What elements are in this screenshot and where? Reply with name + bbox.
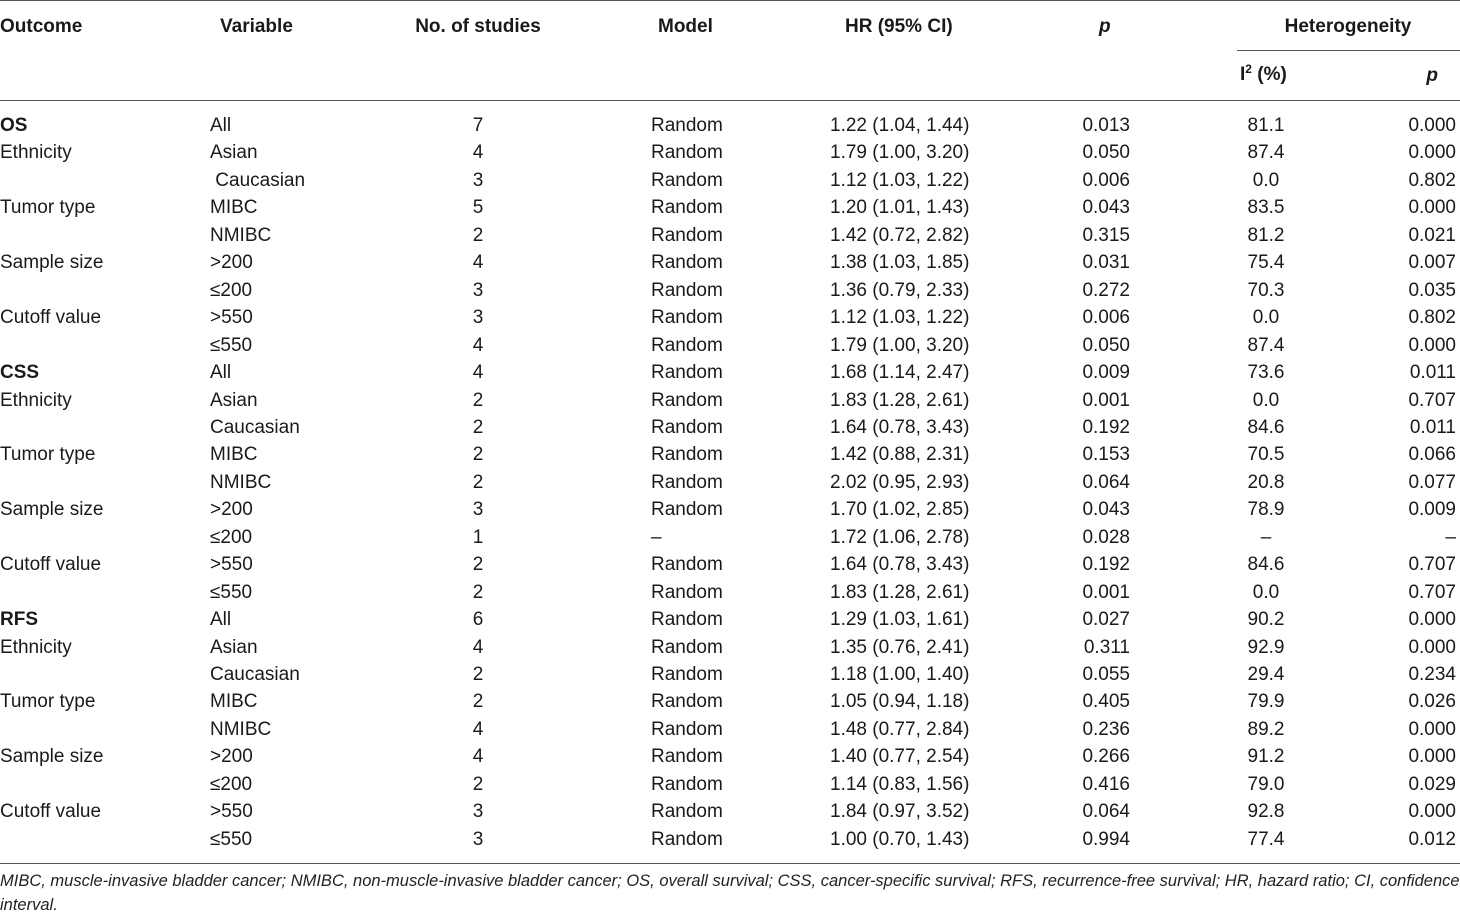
table-row (0, 332, 1460, 359)
row-hr: 1.84 (0.97, 3.52) (830, 801, 970, 823)
row-hr: 1.64 (0.78, 3.43) (830, 554, 970, 576)
row-variable: >200 (210, 746, 253, 768)
header-i2: $I^2$ (%) (1240, 62, 1287, 85)
table-row (0, 551, 1460, 578)
row-studies: 4 (472, 718, 484, 740)
footnote: MIBC, muscle-invasive bladder cancer; NMIBC, non-muscle-invasive bladder cancer; OS, overall survival; CSS, cancer-specific survival; RFS, recurrence-free survival; HR, hazard ratio; CI, confidence interval. (0, 872, 1460, 914)
table-row (0, 414, 1460, 441)
row-p: 0.001 (1082, 581, 1130, 603)
row-variable: Caucasian (210, 416, 300, 438)
row-model: Random (651, 389, 723, 411)
row-variable: Asian (210, 636, 258, 658)
row-studies: 1 (472, 526, 484, 548)
row-model: Random (651, 471, 723, 493)
row-p: 0.405 (1082, 691, 1130, 713)
table-row (0, 579, 1460, 606)
row-i2: 92.9 (1247, 636, 1285, 658)
row-i2: 70.3 (1247, 279, 1285, 301)
row-het-p: 0.021 (1408, 224, 1456, 246)
row-p: 0.001 (1082, 389, 1130, 411)
row-studies: 2 (472, 416, 484, 438)
row-variable: All (210, 609, 232, 631)
table-row (0, 661, 1460, 688)
row-model: Random (651, 169, 723, 191)
table-row (0, 798, 1460, 825)
row-model: Random (651, 801, 723, 823)
row-i2: 0.0 (1252, 389, 1280, 411)
row-i2: 79.9 (1247, 691, 1285, 713)
row-hr: 1.83 (1.28, 2.61) (830, 581, 970, 603)
row-studies: 3 (472, 307, 484, 329)
row-model: Random (651, 115, 723, 136)
row-p: 0.192 (1082, 416, 1130, 438)
row-variable: MIBC (210, 197, 258, 219)
row-hr: 1.83 (1.28, 2.61) (830, 389, 970, 411)
row-het-p: 0.035 (1408, 279, 1456, 301)
row-model: Random (651, 581, 723, 603)
row-het-p: 0.000 (1408, 609, 1456, 631)
row-p: 0.153 (1082, 444, 1130, 466)
row-het-p: 0.000 (1408, 718, 1456, 740)
row-p: 0.064 (1082, 471, 1130, 493)
row-hr: 1.38 (1.03, 1.85) (830, 252, 970, 274)
row-model: Random (651, 362, 723, 384)
row-variable: >200 (210, 499, 253, 521)
table-row (0, 359, 1460, 386)
row-outcome: CSS (0, 362, 40, 384)
row-hr: 1.29 (1.03, 1.61) (830, 609, 970, 631)
row-het-p: 0.000 (1408, 197, 1456, 219)
row-variable: ≤550 (210, 581, 253, 603)
row-i2: 0.0 (1252, 169, 1280, 191)
row-variable: NMIBC (210, 718, 272, 740)
row-model: Random (651, 252, 723, 274)
header-p: p (1099, 16, 1111, 37)
row-het-p: – (1445, 526, 1456, 548)
row-model: Random (651, 224, 723, 246)
table-top-rule (0, 0, 1460, 1)
row-hr: 1.79 (1.00, 3.20) (830, 334, 970, 356)
row-i2: 77.4 (1247, 828, 1285, 850)
row-variable: NMIBC (210, 471, 272, 493)
row-hr: 1.48 (0.77, 2.84) (830, 718, 970, 740)
row-model: Random (651, 416, 723, 438)
row-model: Random (651, 691, 723, 713)
row-outcome: OS (0, 115, 28, 136)
header-hr: HR (95% CI) (845, 16, 953, 37)
header-studies: No. of studies (415, 16, 541, 37)
row-het-p: 0.000 (1408, 142, 1456, 164)
row-hr: 1.12 (1.03, 1.22) (830, 169, 970, 191)
row-p: 0.050 (1082, 334, 1130, 356)
row-p: 0.236 (1082, 718, 1130, 740)
row-p: 0.192 (1082, 554, 1130, 576)
row-variable: Caucasian (210, 169, 306, 191)
header-variable: Variable (220, 16, 293, 37)
row-i2: 87.4 (1247, 142, 1285, 164)
table-row (0, 826, 1460, 853)
row-p: 0.006 (1082, 307, 1130, 329)
row-outcome: Sample size (0, 252, 104, 274)
row-model: Random (651, 664, 723, 685)
row-studies: 2 (472, 664, 484, 685)
table-row (0, 441, 1460, 468)
row-studies: 4 (472, 334, 484, 356)
table-row (0, 139, 1460, 166)
table-row (0, 634, 1460, 661)
row-studies: 2 (472, 691, 484, 713)
row-studies: 3 (472, 828, 484, 850)
row-hr: 1.70 (1.02, 2.85) (830, 499, 970, 521)
row-variable: NMIBC (210, 224, 272, 246)
table-row (0, 222, 1460, 249)
row-i2: 79.0 (1247, 773, 1285, 795)
row-variable: ≤550 (210, 334, 253, 356)
row-p: 0.009 (1082, 362, 1130, 384)
row-variable: ≤200 (210, 773, 253, 795)
row-hr: 1.42 (0.88, 2.31) (830, 444, 970, 466)
row-outcome: Tumor type (0, 197, 96, 219)
row-model: Random (651, 773, 723, 795)
row-variable: Asian (210, 389, 258, 411)
row-studies: 2 (472, 444, 484, 466)
table-bottom-rule (0, 863, 1460, 864)
heterogeneity-rule (1237, 50, 1460, 51)
header-het-p: p (1426, 65, 1438, 86)
row-studies: 2 (472, 581, 484, 603)
row-outcome: RFS (0, 609, 38, 631)
table-row (0, 249, 1460, 276)
row-model: Random (651, 609, 723, 631)
row-variable: MIBC (210, 691, 258, 713)
row-model: Random (651, 499, 723, 521)
row-i2: 90.2 (1247, 609, 1285, 631)
row-variable: Asian (210, 142, 258, 164)
row-studies: 2 (472, 554, 484, 576)
row-hr: 1.40 (0.77, 2.54) (830, 746, 970, 768)
row-het-p: 0.000 (1408, 334, 1456, 356)
row-studies: 3 (472, 499, 484, 521)
row-p: 0.272 (1082, 279, 1130, 301)
row-het-p: 0.000 (1408, 801, 1456, 823)
row-variable: >550 (210, 801, 253, 823)
row-model: – (651, 526, 662, 548)
table-row (0, 524, 1460, 551)
table-row (0, 716, 1460, 743)
row-studies: 2 (472, 224, 484, 246)
row-het-p: 0.011 (1409, 362, 1456, 384)
row-het-p: 0.000 (1408, 636, 1456, 658)
row-hr: 1.14 (0.83, 1.56) (830, 773, 970, 795)
table-row (0, 194, 1460, 221)
table-row (0, 112, 1460, 139)
row-studies: 6 (472, 609, 484, 631)
row-outcome: Tumor type (0, 691, 96, 713)
row-i2: 84.6 (1247, 416, 1285, 438)
table-row (0, 606, 1460, 633)
row-studies: 3 (472, 169, 484, 191)
row-hr: 1.36 (0.79, 2.33) (830, 279, 970, 301)
row-outcome: Sample size (0, 746, 104, 768)
row-het-p: 0.077 (1408, 471, 1456, 493)
row-i2: 29.4 (1247, 664, 1285, 685)
row-hr: 2.02 (0.95, 2.93) (830, 471, 970, 493)
table-row (0, 277, 1460, 304)
row-variable: MIBC (210, 444, 258, 466)
row-studies: 4 (472, 362, 484, 384)
row-p: 0.027 (1082, 609, 1130, 631)
table-row (0, 496, 1460, 523)
row-i2: – (1260, 526, 1272, 548)
row-het-p: 0.009 (1408, 499, 1456, 521)
row-het-p: 0.707 (1408, 581, 1456, 603)
table-row (0, 688, 1460, 715)
row-studies: 2 (472, 471, 484, 493)
row-het-p: 0.007 (1408, 252, 1456, 274)
row-het-p: 0.026 (1408, 691, 1456, 713)
row-model: Random (651, 828, 723, 850)
row-hr: 1.20 (1.01, 1.43) (830, 197, 970, 219)
table-row (0, 167, 1460, 194)
row-p: 0.043 (1082, 499, 1130, 521)
row-i2: 87.4 (1247, 334, 1285, 356)
row-variable: All (210, 362, 232, 384)
row-i2: 89.2 (1247, 718, 1285, 740)
table-row (0, 771, 1460, 798)
row-hr: 1.22 (1.04, 1.44) (830, 115, 970, 136)
row-model: Random (651, 746, 723, 768)
row-i2: 81.2 (1247, 224, 1285, 246)
row-outcome: Cutoff value (0, 307, 102, 329)
row-hr: 1.42 (0.72, 2.82) (830, 224, 970, 246)
row-p: 0.050 (1082, 142, 1130, 164)
row-model: Random (651, 142, 723, 164)
row-hr: 1.68 (1.14, 2.47) (830, 362, 970, 384)
row-model: Random (651, 197, 723, 219)
row-model: Random (651, 444, 723, 466)
row-hr: 1.79 (1.00, 3.20) (830, 142, 970, 164)
row-i2: 84.6 (1247, 554, 1285, 576)
row-model: Random (651, 334, 723, 356)
row-variable: Caucasian (210, 664, 300, 685)
row-outcome: Ethnicity (0, 636, 72, 658)
row-i2: 78.9 (1247, 499, 1285, 521)
row-studies: 2 (472, 389, 484, 411)
row-het-p: 0.707 (1408, 389, 1456, 411)
row-outcome: Ethnicity (0, 389, 72, 411)
table-row (0, 387, 1460, 414)
row-model: Random (651, 718, 723, 740)
row-het-p: 0.000 (1408, 746, 1456, 768)
row-hr: 1.64 (0.78, 3.43) (830, 416, 970, 438)
row-het-p: 0.707 (1408, 554, 1456, 576)
row-p: 0.006 (1082, 169, 1130, 191)
row-studies: 5 (472, 197, 484, 219)
row-variable: ≤550 (210, 828, 253, 850)
header-bottom-rule (0, 100, 1460, 101)
row-variable: ≤200 (210, 526, 253, 548)
row-hr: 1.12 (1.03, 1.22) (830, 307, 970, 329)
row-het-p: 0.066 (1408, 444, 1456, 466)
row-i2: 75.4 (1247, 252, 1285, 274)
row-i2: 81.1 (1247, 115, 1285, 136)
row-variable: ≤200 (210, 279, 253, 301)
row-outcome: Cutoff value (0, 554, 102, 576)
row-studies: 2 (472, 773, 484, 795)
row-hr: 1.00 (0.70, 1.43) (830, 828, 970, 850)
row-studies: 4 (472, 636, 484, 658)
row-p: 0.064 (1082, 801, 1130, 823)
header-model: Model (658, 16, 713, 37)
row-outcome: Sample size (0, 499, 104, 521)
row-studies: 3 (472, 279, 484, 301)
table-row (0, 304, 1460, 331)
row-p: 0.315 (1082, 224, 1130, 246)
row-hr: 1.05 (0.94, 1.18) (830, 691, 970, 713)
row-variable: All (210, 115, 232, 136)
table-row (0, 743, 1460, 770)
row-model: Random (651, 307, 723, 329)
row-het-p: 0.029 (1408, 773, 1456, 795)
row-p: 0.028 (1082, 526, 1130, 548)
row-het-p: 0.012 (1408, 828, 1456, 850)
row-p: 0.994 (1082, 828, 1130, 850)
row-het-p: 0.000 (1408, 115, 1456, 136)
row-hr: 1.72 (1.06, 2.78) (830, 526, 970, 548)
row-studies: 4 (472, 252, 484, 274)
row-hr: 1.35 (0.76, 2.41) (830, 636, 970, 658)
row-i2: 83.5 (1247, 197, 1285, 219)
row-i2: 20.8 (1247, 471, 1285, 493)
row-outcome: Cutoff value (0, 801, 102, 823)
table-row (0, 469, 1460, 496)
row-het-p: 0.234 (1408, 664, 1456, 685)
row-variable: >550 (210, 307, 253, 329)
header-outcome: Outcome (0, 16, 83, 37)
row-het-p: 0.802 (1408, 169, 1456, 191)
row-outcome: Ethnicity (0, 142, 72, 164)
row-variable: >550 (210, 554, 253, 576)
row-i2: 92.8 (1247, 801, 1285, 823)
row-i2: 73.6 (1247, 362, 1285, 384)
row-studies: 7 (472, 115, 484, 136)
row-p: 0.311 (1083, 636, 1130, 658)
header-heterogeneity: Heterogeneity (1284, 16, 1412, 37)
row-model: Random (651, 636, 723, 658)
row-studies: 4 (472, 142, 484, 164)
row-het-p: 0.011 (1409, 416, 1456, 438)
row-variable: >200 (210, 252, 253, 274)
row-p: 0.013 (1082, 115, 1130, 136)
row-p: 0.055 (1082, 664, 1130, 685)
row-outcome: Tumor type (0, 444, 96, 466)
row-model: Random (651, 279, 723, 301)
row-studies: 3 (472, 801, 484, 823)
row-model: Random (651, 554, 723, 576)
row-i2: 70.5 (1247, 444, 1285, 466)
row-i2: 0.0 (1252, 581, 1280, 603)
row-p: 0.266 (1082, 746, 1130, 768)
row-i2: 91.2 (1247, 746, 1285, 768)
row-het-p: 0.802 (1408, 307, 1456, 329)
row-p: 0.416 (1082, 773, 1130, 795)
row-studies: 4 (472, 746, 484, 768)
row-i2: 0.0 (1252, 307, 1280, 329)
row-p: 0.031 (1082, 252, 1130, 274)
row-hr: 1.18 (1.00, 1.40) (830, 664, 970, 685)
row-p: 0.043 (1082, 197, 1130, 219)
